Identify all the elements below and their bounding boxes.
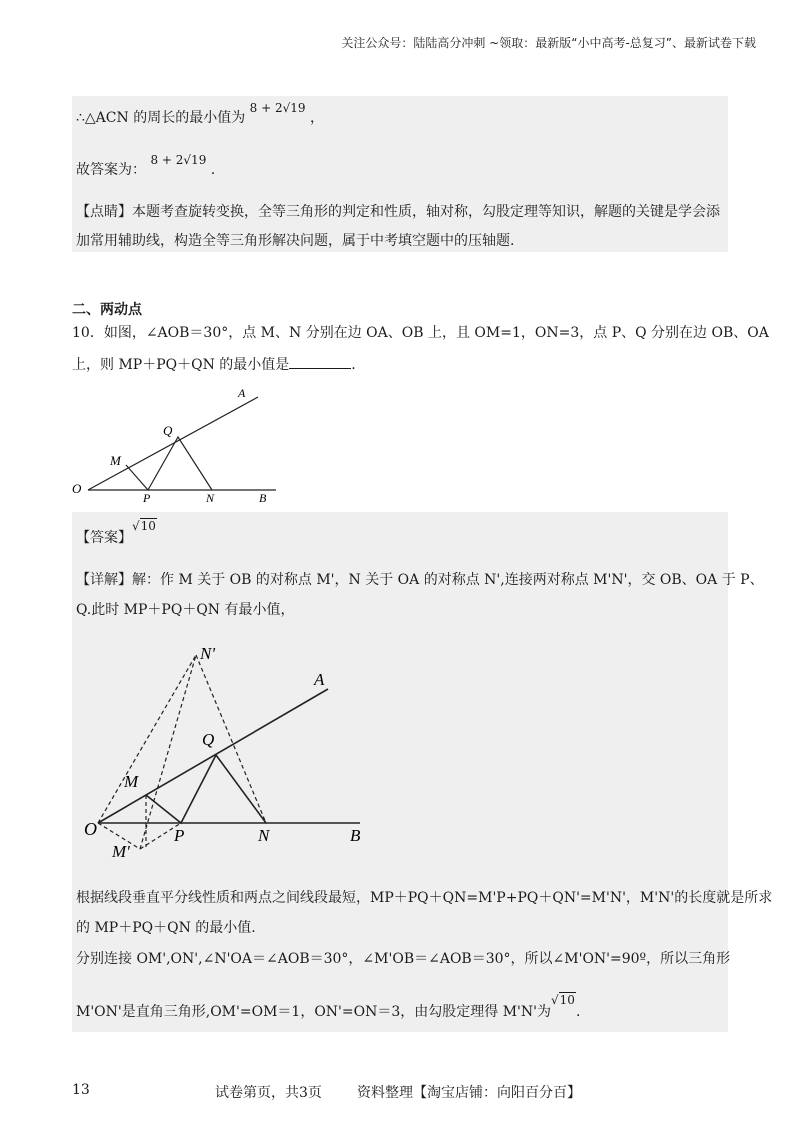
dashed-M-prime-N-prime [140, 655, 196, 849]
answer-value: √10 [132, 519, 156, 533]
question-line-1: 10．如图，∠AOB＝30°，点 M、N 分别在边 OA、OB 上，且 OM=1，ON=3，点 P、Q 分别在边 OB、OA [72, 325, 769, 341]
label-A: A [314, 670, 325, 689]
label-Q: Q [163, 423, 173, 438]
answer-line [76, 519, 157, 548]
label-M-prime: M' [112, 842, 130, 860]
answer-prefix-previous: 故答案为： [76, 162, 146, 178]
footer-page-info: 试卷第页，共3页 [215, 1085, 322, 1101]
conclusion-line-4 [76, 993, 581, 1022]
conclusion-line-2: 的 MP＋PQ＋QN 的最小值. [76, 920, 256, 936]
footer-source: 资料整理【淘宝店铺：向阳百分百】 [357, 1085, 581, 1101]
page-number: 13 [72, 1082, 90, 1098]
ray-OA [98, 689, 328, 823]
comment-line-1: 【点睛】本题考查旋转变换，全等三角形的判定和性质，轴对称，勾股定理等知识，解题的关键是学会添 [76, 204, 720, 220]
label-B: B [350, 826, 361, 845]
label-P: P [174, 826, 185, 845]
page-header: 关注公众号：陆陆高分冲刺 ~领取：最新版“小中高考-总复习”、最新试卷下载 [341, 36, 756, 50]
answer-radicand: 10 [140, 519, 156, 533]
label-M: M [110, 453, 121, 468]
figure-2-diagram [78, 635, 378, 860]
conclusion-line-1: 根据线段垂直平分线性质和两点之间线段最短，MP＋PQ＋QN=M'P+PQ＋QN'=M'N'，M'N'的长度就是所求 [76, 890, 773, 906]
question-line-2-text: 上，则 MP＋PQ＋QN 的最小值是 [72, 357, 290, 373]
comment-line-2: 加常用辅助线，构造全等三角形解决问题，属于中考填空题中的压轴题. [76, 233, 515, 249]
dashed-ON-prime [98, 655, 196, 823]
answer-suffix-previous: . [210, 162, 216, 178]
conclusion-line-4-text: M'ON'是直角三角形,OM'=OM＝1，ON'=ON＝3，由勾股定理得 M'N'为 [76, 1004, 551, 1020]
conclusion-suffix: . [575, 1004, 581, 1020]
detail-line-2: Q.此时 MP＋PQ＋QN 有最小值， [76, 602, 295, 618]
answer-label: 【答案】 [76, 530, 132, 546]
question-line-2 [72, 354, 356, 375]
label-N: N [258, 826, 270, 845]
section-title: 二、两动点 [72, 302, 142, 318]
min-perimeter-text: ∴△ACN 的周长的最小值为 [76, 110, 246, 126]
ray-OA [88, 397, 258, 490]
min-perimeter-value: 8 + 2√19 [249, 101, 306, 115]
label-O: O [84, 819, 97, 839]
min-perimeter-suffix: ， [309, 110, 324, 126]
detail-line-1: 【详解】解：作 M 关于 OB 的对称点 M'，N 关于 OA 的对称点 N',连接两对称点 M'N'，交 OB、OA 于 P、 [76, 572, 764, 588]
path-MPQN [126, 437, 212, 490]
answer-value-previous: 8 + 2√19 [150, 153, 207, 167]
label-O: O [72, 481, 82, 496]
question-line-2-suffix: . [351, 357, 356, 373]
answer-blank [289, 354, 351, 369]
answer-line-previous [76, 153, 216, 180]
conclusion-radicand: 10 [559, 993, 575, 1007]
label-B: B [259, 491, 267, 505]
label-P: P [143, 491, 151, 505]
label-Q: Q [202, 730, 215, 749]
label-A: A [238, 386, 246, 400]
label-N: N [206, 491, 215, 505]
conclusion-line-3: 分别连接 OM',ON',∠N'OA＝∠AOB＝30°，∠M'OB＝∠AOB＝30°，所以∠M'ON'=90º，所以三角形 [76, 951, 731, 967]
figure-1-diagram [66, 385, 296, 510]
conclusion-value: √10 [551, 993, 575, 1007]
min-perimeter-line [76, 101, 324, 128]
label-M: M [124, 772, 139, 791]
label-N-prime: N' [200, 644, 215, 663]
